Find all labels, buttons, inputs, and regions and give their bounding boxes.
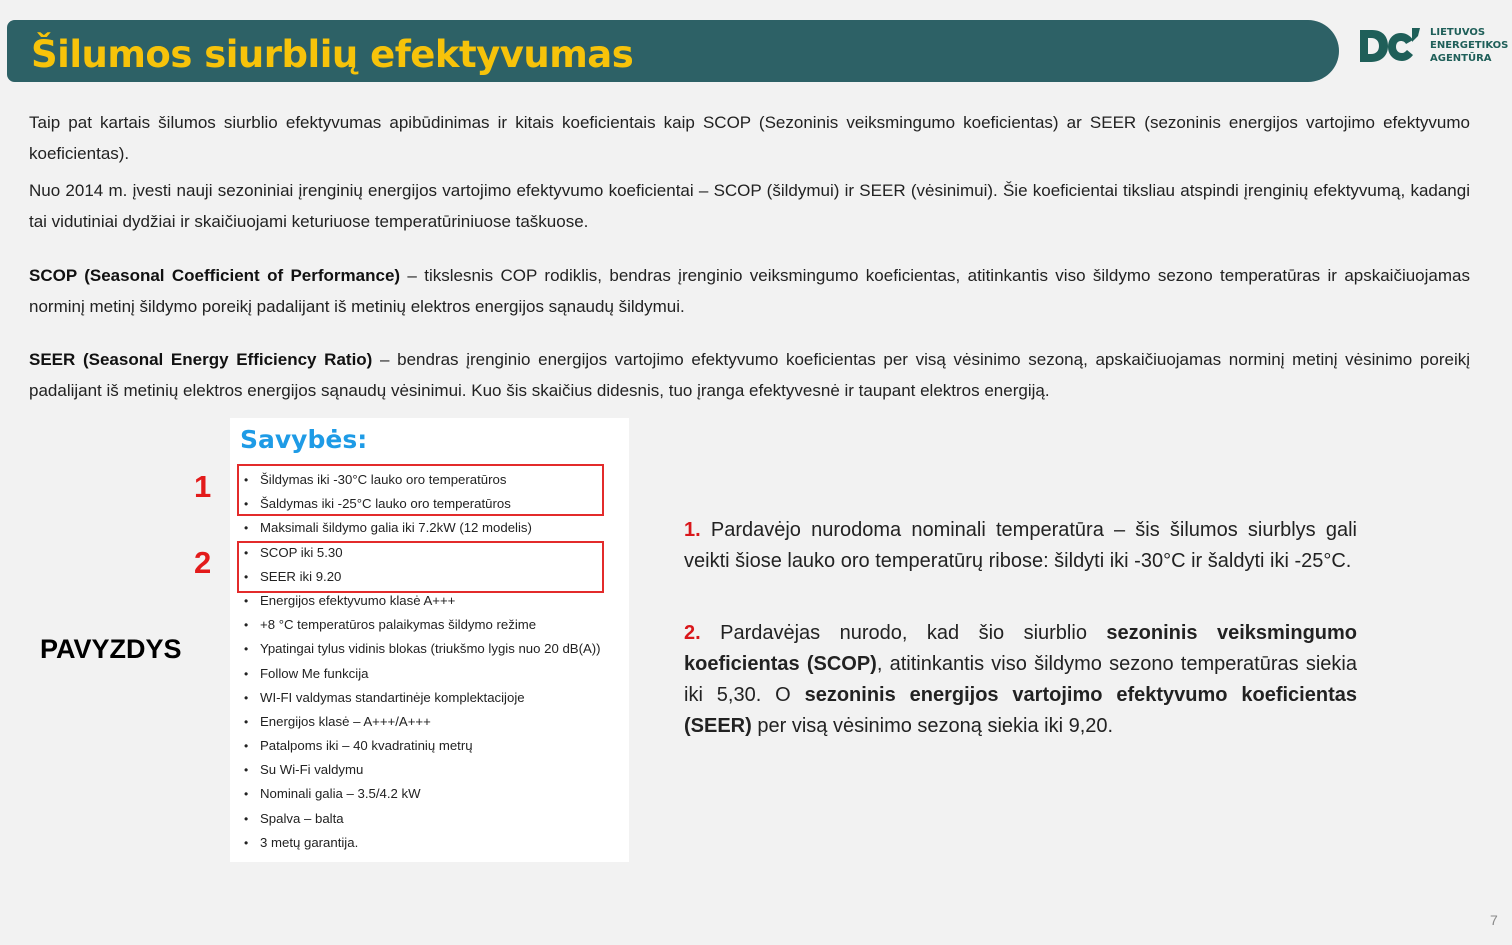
seer-paragraph [29,344,1470,406]
bullet-icon: • [244,666,249,681]
logo-line: AGENTŪRA [1430,53,1492,64]
bullet-icon: • [244,521,249,536]
explanation-number: 2. [684,622,701,644]
lea-logo-icon [1358,26,1422,66]
feature-item: • Šaldymas iki -25°C lauko oro temperatūros [242,492,601,516]
bullet-icon: • [244,763,249,778]
bullet-icon: • [244,811,249,826]
feature-item: • WI-FI valdymas standartinėje komplektacijoje [242,686,601,710]
scop-emphasis: sezoninis veiksmingumo koeficientas (SCOP) [684,622,1358,675]
scop-paragraph [29,260,1470,322]
explanation-2: 2. Pardavėjas nurodo, kad šio siurblio sezoninis veiksmingumo koeficientas (SCOP), atitinkantis viso šildymo sezono temperatūras siekia iki 5,30. O sezoninis energijos vartojimo efektyvumo koeficientas (SEER) per visą vėsinimo sezoną siekia iki 9,20. [684,622,1358,737]
marker-2: 2 [194,545,212,580]
bullet-icon: • [244,473,249,487]
bullet-icon: • [244,569,249,584]
scop-definition: – tikslesnis COP rodiklis, bendras įrenginio veiksmingumo koeficientas, atitinkantis viso šildymo sezono temperatūras ir apskaičiuojamas norminį metinį šildymo poreikį padalijant iš metinių elektros energijos sąnaudų šildymui. [29,266,1470,316]
feature-item: • SEER iki 9.20 [242,565,601,589]
feature-item: • +8 °C temperatūros palaikymas šildymo režime [242,613,601,637]
feature-item: • Follow Me funkcija [242,662,601,686]
title-bar [7,20,1339,82]
feature-item: • Energijos efektyvumo klasė A+++ [242,589,601,613]
slide-title: Šilumos siurblių efektyvumas [31,33,634,76]
page-number: 7 [1490,912,1498,928]
explanation-number: 1. [684,519,701,541]
logo-wordmark [1430,26,1508,65]
intro-paragraph: Taip pat kartais šilumos siurblio efektyvumas apibūdinimas ir kitais koeficientais kaip SCOP (Sezoninis veiksmingumo koeficientas) ar SEER (sezoninis energijos vartojimo efektyvumo koeficientas). [29,113,1470,163]
feature-item: • Maksimali šildymo galia iki 7.2kW (12 modelis) [242,516,601,540]
coefficients-paragraph: Nuo 2014 m. įvesti nauji sezoniniai įrenginių energijos vartojimo efektyvumo koeficientai – SCOP (šildymui) ir SEER (vėsinimui). Šie koeficientai tiksliau atspindi įrenginių efektyvumą, kadangi tai vidutiniai dydžiai ir skaičiuojami keturiuose temperatūriniuose taškuose. [29,181,1470,231]
features-title: Savybės: [240,425,368,454]
explanation-text: Pardavėjo nurodoma nominali temperatūra – šis šilumos siurblys gali veikti šiose lauko oro temperatūrų ribose: šildyti iki -30°C ir šaldyti iki -25°C. [684,519,1357,572]
bullet-icon: • [244,739,249,754]
logo-line: ENERGETIKOS [1430,40,1509,51]
bullet-icon: • [244,642,249,657]
scop-term: SCOP (Seasonal Coefficient of Performance) [29,266,401,285]
feature-item: • Ypatingai tylus vidinis blokas (triukšmo lygis nuo 20 dB(A)) [242,637,601,661]
seer-emphasis: sezoninis energijos vartojimo efektyvumo koeficientas (SEER) [684,684,1357,737]
seer-term: SEER (Seasonal Energy Efficiency Ratio) [29,350,373,369]
logo [1358,24,1508,70]
feature-item: • SCOP iki 5.30 [242,541,601,565]
explanation-1 [684,515,1357,577]
bullet-icon: • [244,787,249,802]
bullet-icon: • [244,545,249,560]
bullet-icon: • [244,618,249,633]
bullet-icon: • [244,714,249,729]
highlight-box-scop-seer [237,541,604,593]
feature-item: • Su Wi-Fi valdymu [242,758,601,782]
feature-item: • Patalpoms iki – 40 kvadratinių metrų [242,734,601,758]
marker-1: 1 [194,469,212,504]
bullet-icon: • [244,497,249,512]
logo-line: LIETUVOS [1430,27,1486,38]
feature-item: • Nominali galia – 3.5/4.2 kW [242,782,601,806]
bullet-icon: • [244,690,249,705]
seer-definition: – bendras įrenginio energijos vartojimo efektyvumo koeficientas per visą vėsinimo sezoną, apskaičiuojamas norminį metinį vėsinimo poreikį padalijant iš metinių elektros energijos sąnaudų vėsinimui. Kuo šis skaičius didesnis, tuo įranga efektyvesnė ir taupant elektros energiją. [29,350,1470,400]
bullet-icon: • [244,593,249,608]
highlight-box-temperature [237,464,604,516]
features-list [242,468,601,855]
example-label: PAVYZDYS [40,634,182,664]
feature-item: • Energijos klasė – A+++/A+++ [242,710,601,734]
bullet-icon: • [244,835,249,850]
feature-item: • Šildymas iki -30°C lauko oro temperatūros [242,468,601,492]
feature-item: • Spalva – balta [242,807,601,831]
feature-item: • 3 metų garantija. [242,831,601,855]
